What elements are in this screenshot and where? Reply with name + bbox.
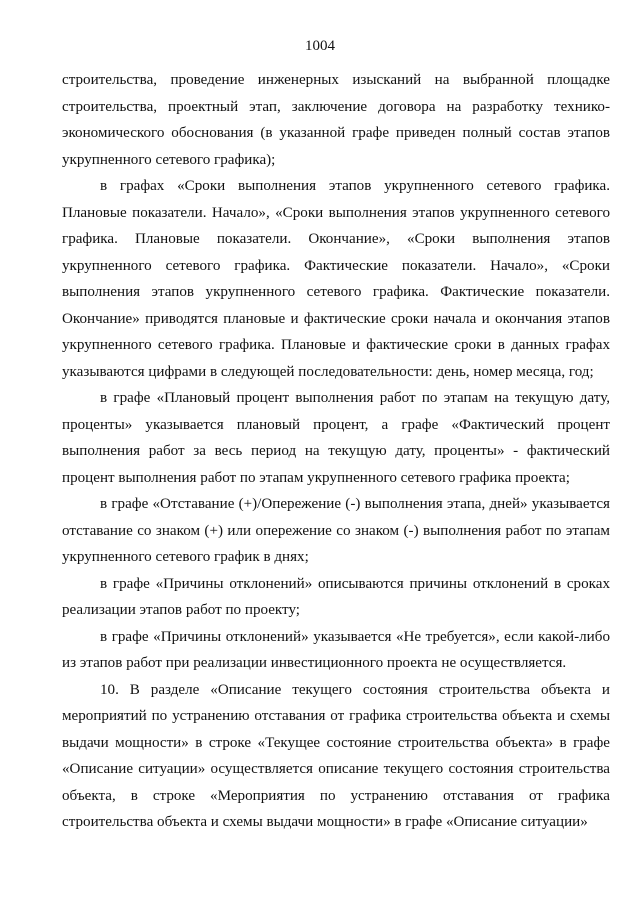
paragraph-section-10: 10. В разделе «Описание текущего состояния строительства объекта и мероприятий по устранению отставания от графика строительства объекта и схемы выдачи мощности» в строке «Текущее состояние строительства объекта» в графе «Описание ситуации» осуществляется описание текущего состояния строительства объекта, в строке «Мероприятия по устранению отставания от графика строительства объекта и схемы выдачи мощности» в графе «Описание ситуации» (62, 681, 610, 830)
paragraph-delay-advance: в графе «Отставание (+)/Опережение (-) выполнения этапа, дней» указывается отставание со знаком (+) или опережение со знаком (-) выполнения работ по этапам укрупненного сетевого график в днях; (62, 496, 610, 565)
paragraph-continuation: строительства, проведение инженерных изысканий на выбранной площадке строительства, проектный этап, заключение договора на разработку технико-экономического обоснования (в указанной графе приведен полный состав этапов укрупненного сетевого графика); (62, 72, 610, 168)
paragraph-schedule-dates: в графах «Сроки выполнения этапов укрупненного сетевого графика. Плановые показатели. Начало», «Сроки выполнения этапов укрупненного сетевого графика. Плановые показатели. Окончание», «Сроки выполнения этапов укрупненного сетевого графика. Фактические показатели. Начало», «Сроки выполнения этапов укрупненного сетевого графика. Фактические показатели. Окончание» приводятся плановые и фактические сроки начала и окончания этапов укрупненного сетевого графика. Плановые и фактические сроки в данных графах указываются цифрами в следующей последовательности: день, номер месяца, год; (62, 178, 610, 380)
paragraph-deviation-reasons: в графе «Причины отклонений» описываются причины отклонений в сроках реализации этапов работ по проекту; (62, 575, 610, 618)
paragraph-not-required: в графе «Причины отклонений» указывается «Не требуется», если какой-либо из этапов работ при реализации инвестиционного проекта не осуществляется. (62, 628, 610, 671)
document-body (62, 67, 610, 836)
paragraph-percent-completion: в графе «Плановый процент выполнения работ по этапам на текущую дату, проценты» указывается плановый процент, а графе «Фактический процент выполнения работ за весь период на текущую дату, проценты» - фактический процент выполнения работ по этапам укрупненного сетевого графика проекта; (62, 390, 610, 486)
page-number: 1004 (305, 38, 335, 54)
